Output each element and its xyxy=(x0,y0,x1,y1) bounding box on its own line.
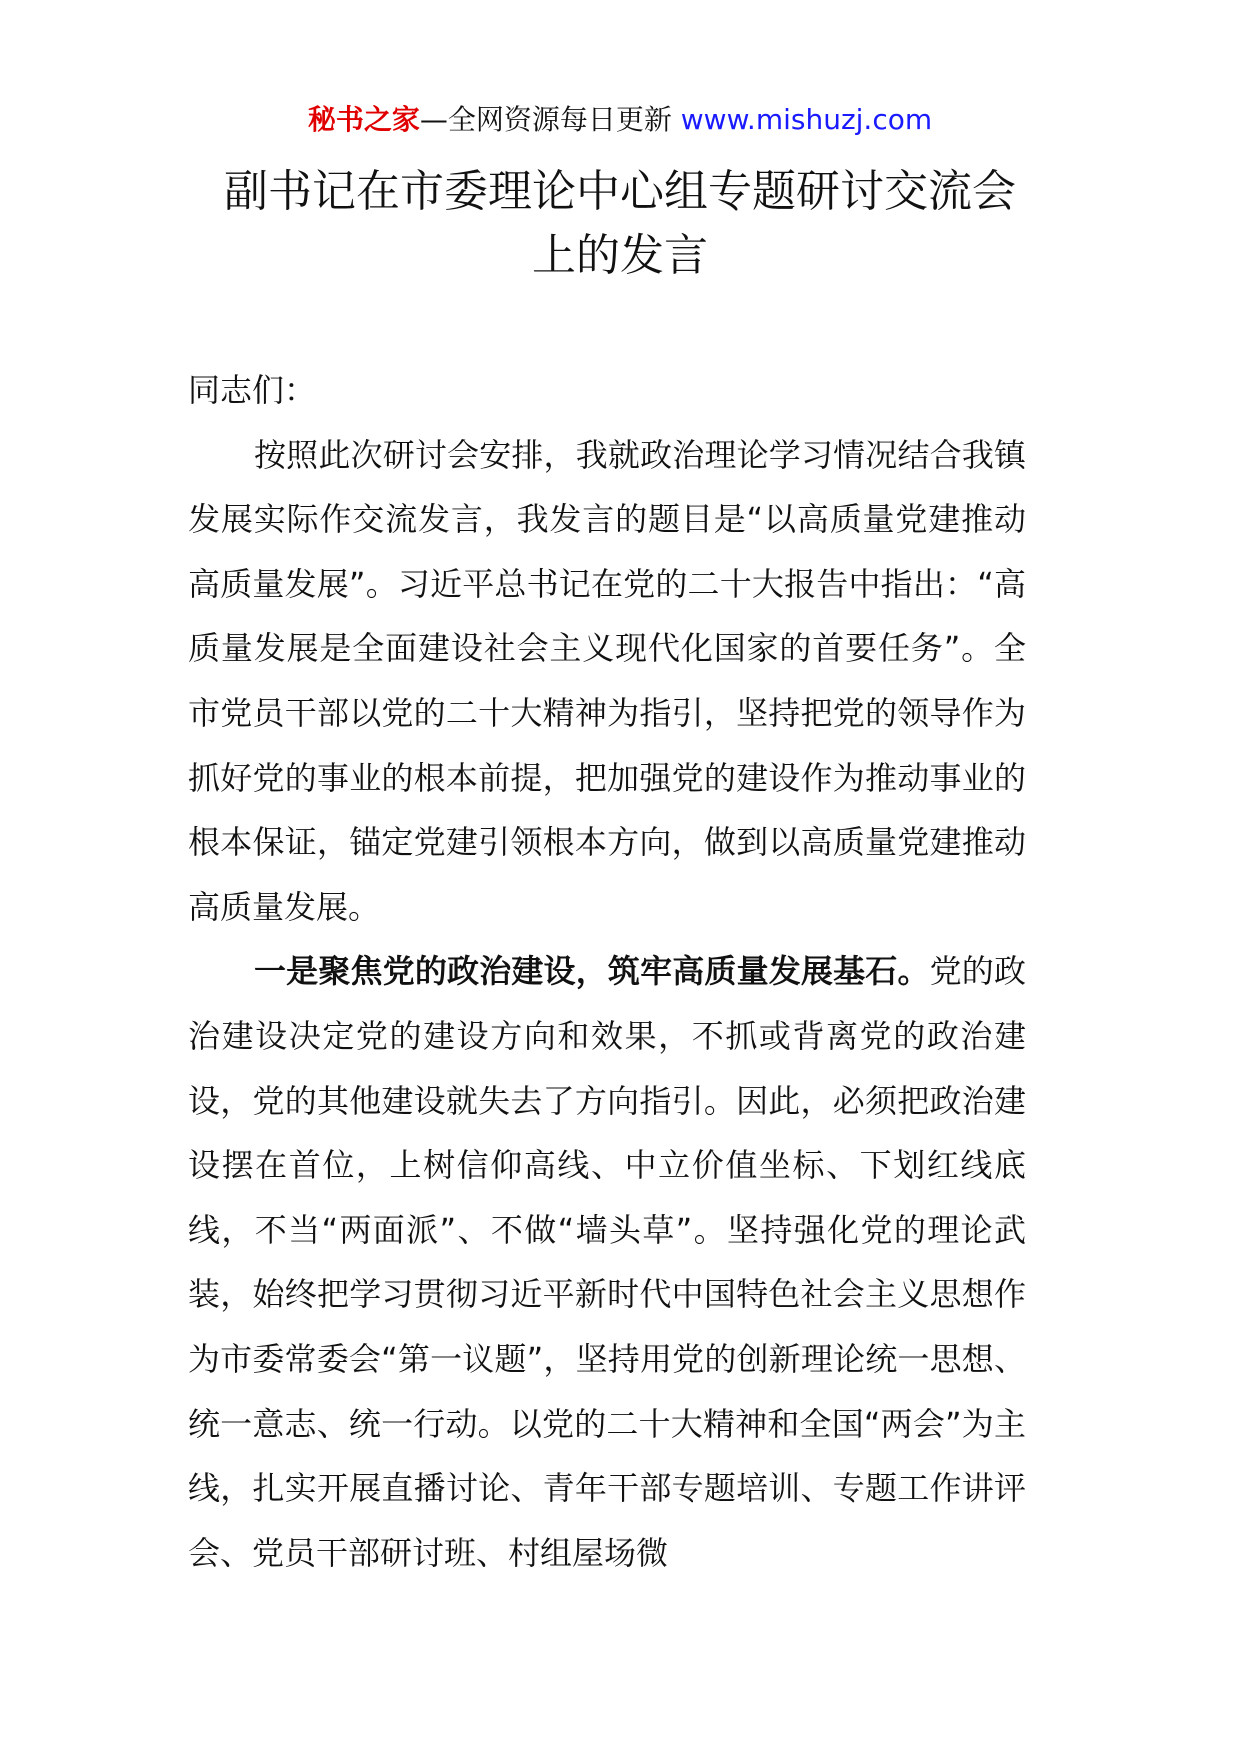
title-line-2: 上的发言 xyxy=(532,230,708,281)
site-url-link[interactable]: www.mishuzj.com xyxy=(680,103,933,136)
brand-name: 秘书之家 xyxy=(307,103,420,136)
paragraph-heading: 一是聚焦党的政治建设，筑牢高质量发展基石。 xyxy=(254,952,930,991)
paragraph-intro: 按照此次研讨会安排，我就政治理论学习情况结合我镇发展实际作交流发言，我发言的题目是“以高质量党建推动高质量发展”。习近平总书记在党的二十大报告中指出：“高质量发展是全面建设社会主义现代化国家的首要任务”。全市党员干部以党的二十大精神为指引，坚持把党的领导作为抓好党的事业的根本前提，把加强党的建设作为推动事业的根本保证，锚定党建引领根本方向，做到以高质量党建推动高质量发展。 xyxy=(188,435,1026,926)
paragraph-body: 党的政治建设决定党的建设方向和效果，不抓或背离党的政治建设，党的其他建设就失去了方向指引。因此，必须把政治建设摆在首位，上树信仰高线、中立价值坐标、下划红线底线，不当“两面派”、不做“墙头草”。坚持强化党的理论武装，始终把学习贯彻习近平新时代中国特色社会主义思想作为市委常委会“第一议题”，坚持用党的创新理论统一思想、统一意志、统一行动。以党的二十大精神和全国“两会”为主线，扎实开展直播讨论、青年干部专题培训、专题工作讲评会、党员干部研讨班、村组屋场微 xyxy=(188,952,1026,1572)
paragraph-political-building xyxy=(188,939,1026,1585)
document-title xyxy=(150,160,1090,288)
title-line-1: 副书记在市委理论中心组专题研讨交流会 xyxy=(224,166,1016,217)
site-header xyxy=(0,100,1240,140)
header-tagline: —全网资源每日更新 xyxy=(419,103,681,136)
document-body xyxy=(188,358,1026,1585)
salutation: 同志们： xyxy=(188,371,317,409)
